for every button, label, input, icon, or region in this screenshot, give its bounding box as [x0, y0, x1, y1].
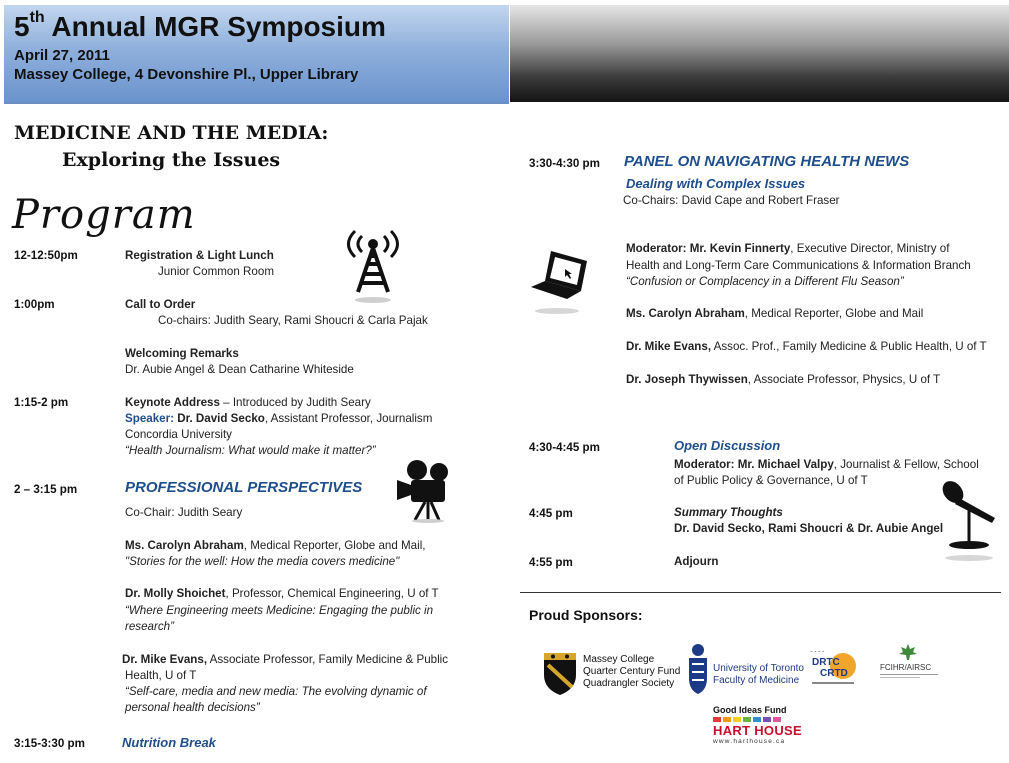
nutrition-break-time: 3:15-3:30 pm	[14, 737, 85, 750]
drtc-label: DRTC	[812, 657, 840, 668]
summary-time: 4:45 pm	[529, 507, 573, 520]
panel-subtitle: Dealing with Complex Issues	[626, 176, 806, 191]
drtc-crtd-logo	[810, 649, 856, 689]
open-discussion-title: Open Discussion	[674, 438, 781, 453]
radio-tower-icon	[340, 226, 406, 308]
symposium-date: April 27, 2011	[14, 47, 110, 64]
evans-affiliation: Health, U of T	[125, 669, 197, 682]
massey-crest-logo	[542, 651, 578, 697]
abraham-entry: Ms. Carolyn Abraham, Medical Reporter, Globe and Mail,	[125, 539, 426, 552]
hart-house-url: www.harthouse.ca	[713, 738, 786, 745]
movie-camera-icon	[395, 458, 453, 524]
maple-leaf-icon	[898, 643, 918, 661]
keynote-speaker: Speaker: Dr. David Secko, Assistant Professor, Journalism	[125, 412, 433, 425]
header-dark-panel	[510, 5, 1009, 102]
summary-title: Summary Thoughts	[674, 506, 783, 519]
open-discussion-time: 4:30-4:45 pm	[529, 441, 600, 454]
panel-time: 3:30-4:30 pm	[529, 157, 600, 170]
abraham-talk: "Stories for the well: How the media covers medicine"	[125, 555, 400, 568]
sponsor-uoft-line-1: University of Toronto	[713, 663, 804, 674]
call-to-order-time: 1:00pm	[14, 298, 55, 311]
shoichet-talk-line-1: “Where Engineering meets Medicine: Engaging the public in	[125, 604, 434, 617]
theme-line-1: MEDICINE AND THE MEDIA:	[14, 122, 329, 144]
sponsor-massey-line-1: Massey College	[583, 654, 655, 665]
theme-line-2: Exploring the Issues	[62, 149, 281, 171]
open-discussion-affiliation: of Public Policy & Governance, U of T	[674, 474, 868, 487]
hart-house-label: HART HOUSE	[713, 723, 802, 738]
symposium-location: Massey College, 4 Devonshire Pl., Upper Library	[14, 66, 359, 83]
welcoming-remarks-title: Welcoming Remarks	[125, 347, 239, 360]
crtd-label: CRTD	[820, 668, 848, 679]
keynote-affiliation: Concordia University	[125, 428, 232, 441]
nutrition-break-title: Nutrition Break	[122, 735, 216, 750]
sponsor-massey-line-3: Quadrangler Society	[583, 678, 675, 689]
shoichet-talk-line-2: research”	[125, 620, 174, 633]
microphone-icon	[935, 478, 1001, 566]
panelist-evans: Dr. Mike Evans, Assoc. Prof., Family Medicine & Public Health, U of T	[626, 340, 987, 353]
drtc-crtd-tagline: ~ ~ ~ ~	[810, 649, 825, 654]
panel-cochairs: Co-Chairs: David Cape and Robert Fraser	[623, 194, 840, 207]
fcihr-label: FCIHR/AIRSC	[880, 663, 932, 672]
registration-place: Junior Common Room	[158, 265, 274, 278]
open-discussion-moderator: Moderator: Mr. Michael Valpy, Journalist & Fellow, School	[674, 458, 979, 471]
evans-entry: Dr. Mike Evans, Associate Professor, Family Medicine & Public	[122, 653, 449, 666]
shoichet-entry: Dr. Molly Shoichet, Professor, Chemical Engineering, U of T	[125, 587, 439, 600]
registration-time: 12-12:50pm	[14, 249, 78, 262]
professional-perspectives-cochair: Co-Chair: Judith Seary	[125, 506, 243, 519]
welcoming-remarks-names: Dr. Aubie Angel & Dean Catharine Whiteside	[125, 363, 354, 376]
adjourn-title: Adjourn	[674, 555, 719, 568]
good-ideas-fund-label: Good Ideas Fund	[713, 705, 787, 715]
evans-talk-line-1: “Self-care, media and new media: The evolving dynamic of	[125, 685, 427, 698]
laptop-icon	[529, 247, 591, 319]
professional-perspectives-title: PROFESSIONAL PERSPECTIVES	[125, 479, 363, 496]
sponsor-uoft-line-2: Faculty of Medicine	[713, 675, 800, 686]
symposium-title: 5th Annual MGR Symposium	[14, 8, 386, 42]
program-heading: Program	[12, 192, 196, 238]
adjourn-time: 4:55 pm	[529, 556, 573, 569]
sponsors-divider	[520, 592, 1001, 593]
keynote-talk-title: “Health Journalism: What would make it matter?”	[125, 444, 376, 457]
panel-moderator: Moderator: Mr. Kevin Finnerty, Executive Director, Ministry of	[626, 242, 950, 255]
call-to-order-title: Call to Order	[125, 298, 196, 311]
sponsors-heading: Proud Sponsors:	[529, 607, 643, 623]
panel-moderator-affiliation: Health and Long-Term Care Communications & Information Branch	[626, 259, 971, 272]
fcihr-airsc-logo	[878, 643, 942, 691]
call-to-order-cochairs: Co-chairs: Judith Seary, Rami Shoucri & Carla Pajak	[158, 314, 428, 327]
keynote-time: 1:15-2 pm	[14, 396, 69, 409]
professional-perspectives-time: 2 – 3:15 pm	[14, 483, 78, 496]
sponsor-massey-line-2: Quarter Century Fund	[583, 666, 681, 677]
hart-house-logo	[713, 705, 802, 749]
keynote-heading: Keynote Address – Introduced by Judith Seary	[125, 396, 371, 409]
panelist-thywissen: Dr. Joseph Thywissen, Associate Professor, Physics, U of T	[626, 373, 941, 386]
evans-talk-line-2: personal health decisions”	[125, 701, 260, 714]
summary-names: Dr. David Secko, Rami Shoucri & Dr. Aubie Angel	[674, 522, 944, 535]
panel-title: PANEL ON NAVIGATING HEALTH NEWS	[624, 153, 910, 170]
uoft-crest-logo	[686, 642, 710, 696]
panelist-abraham: Ms. Carolyn Abraham, Medical Reporter, Globe and Mail	[626, 307, 924, 320]
registration-title: Registration & Light Lunch	[125, 249, 274, 262]
panel-moderator-talk: “Confusion or Complacency in a Different Flu Season”	[626, 275, 904, 288]
